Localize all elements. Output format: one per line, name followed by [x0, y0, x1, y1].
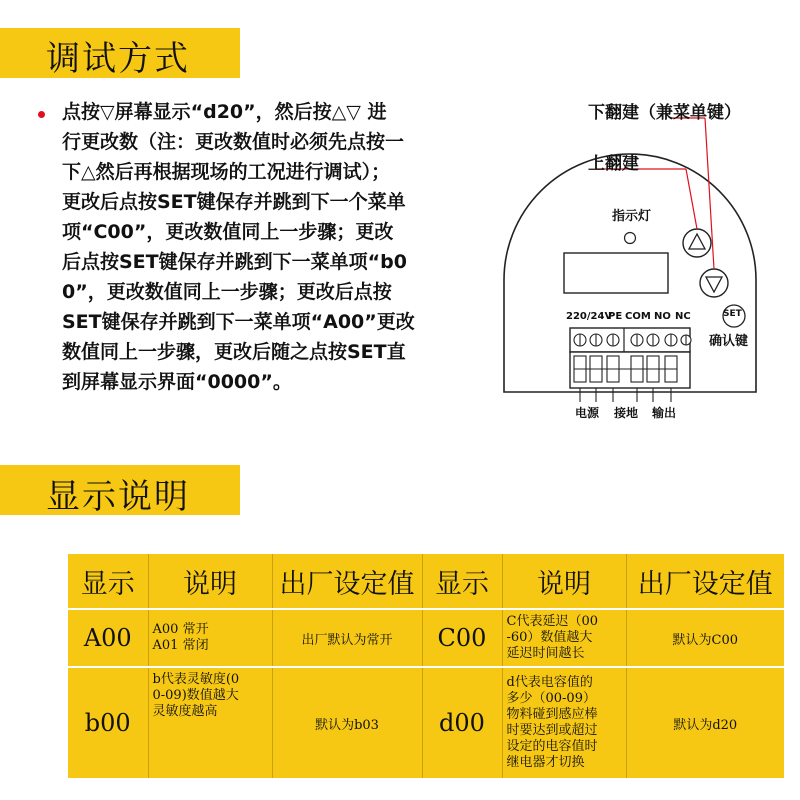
- cell-description: C代表延迟（00 -60）数值越大 延迟时间越长: [502, 609, 626, 667]
- device-diagram: [490, 90, 800, 430]
- down-key-label: 下翻建（兼菜单键）: [588, 103, 741, 123]
- cell-code: A00: [68, 609, 148, 667]
- cell-default: 出厂默认为常开: [272, 609, 422, 667]
- instruction-line: 下△然后再根据现场的工况进行调试）；: [62, 161, 391, 183]
- cell-code: b00: [68, 667, 148, 779]
- instruction-line: 后点按SET键保存并跳到下一菜单项“b0: [62, 251, 407, 273]
- header-factory-default: 出厂设定值: [272, 554, 422, 609]
- section-title-display: 显示说明: [46, 477, 190, 517]
- indicator-label: 指示灯: [612, 209, 652, 224]
- cell-default: 默认为C00: [626, 609, 784, 667]
- terminal-voltage-label: 220/24V: [566, 311, 613, 322]
- cell-description: A00 常开 A01 常闭: [148, 609, 272, 667]
- cell-code: C00: [422, 609, 502, 667]
- terminal-com-label: COM: [625, 311, 651, 322]
- instruction-line: 点按▽屏幕显示“d20”，然后按△▽ 进: [62, 101, 387, 123]
- cell-description: b代表灵敏度(0 0-09)数值越大 灵敏度越高: [148, 667, 272, 779]
- header-description: 说明: [502, 554, 626, 609]
- cell-default: 默认为d20: [626, 667, 784, 779]
- output-label: 输出: [652, 406, 677, 420]
- table-row: [68, 609, 784, 667]
- header-display: 显示: [68, 554, 148, 609]
- instruction-line: 项“C00”，更改数值同上一步骤；更改: [62, 221, 394, 243]
- ground-label: 接地: [614, 406, 639, 420]
- instructions-text: [62, 97, 442, 397]
- terminal-screws: [574, 334, 691, 346]
- table-row: [68, 667, 784, 779]
- terminal-plug-block: [570, 352, 690, 388]
- instruction-line: 更改后点按SET键保存并跳到下一个菜单: [62, 191, 406, 213]
- instruction-line: 0”，更改数值同上一步骤；更改后点按: [62, 281, 392, 303]
- set-button-label: SET: [723, 309, 742, 319]
- instruction-line: SET键保存并跳到下一菜单项“A00”更改: [62, 311, 415, 333]
- bullet-dot: [38, 111, 45, 118]
- header-description: 说明: [148, 554, 272, 609]
- up-key-label: 上翻建: [588, 154, 639, 174]
- cell-code: d00: [422, 667, 502, 779]
- cell-default: 默认为b03: [272, 667, 422, 779]
- terminal-no-label: NO: [654, 311, 671, 322]
- cell-description: d代表电容值的 多少（00-09） 物料碰到感应棒 时要达到或超过 设定的电容值时 继电器才切换: [502, 667, 626, 779]
- section-title-debug: 调试方式: [46, 39, 190, 79]
- display-screen: [564, 253, 668, 293]
- terminal-nc-label: NC: [675, 311, 691, 322]
- indicator-light-icon: [625, 233, 636, 244]
- instruction-line: 数值同上一步骤，更改后随之点按SET直: [62, 341, 406, 363]
- instruction-line: 行更改数（注：更改数值时必须先点按一: [62, 131, 405, 153]
- header-factory-default: 出厂设定值: [626, 554, 784, 609]
- power-label: 电源: [575, 406, 600, 420]
- display-spec-table: [68, 554, 784, 780]
- terminal-pe-label: PE: [608, 311, 623, 322]
- header-display: 显示: [422, 554, 502, 609]
- confirm-key-label: 确认键: [709, 334, 749, 349]
- instruction-line: 到屏幕显示界面“0000”。: [62, 371, 292, 393]
- table-header-row: [68, 554, 784, 609]
